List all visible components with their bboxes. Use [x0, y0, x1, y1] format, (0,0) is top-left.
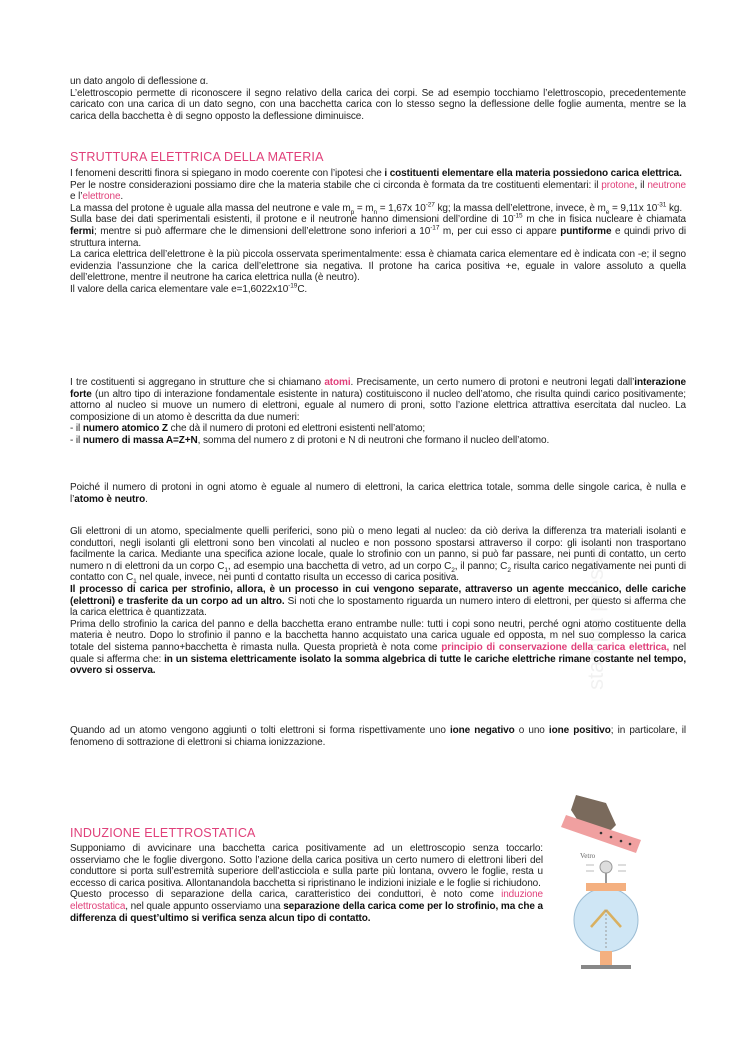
bold-text: ione negativo	[449, 725, 515, 736]
text-run: e	[605, 208, 610, 216]
paragraph	[70, 725, 686, 748]
text-run: - il	[70, 423, 83, 435]
text-run: Gli elettroni di un atomo, specialmente quelli periferici, sono più o meno legati al nucleo: da ciò deriva la differenza tra materiali isolanti e conduttori, negli isolanti gli elettroni sono ben vincolati al nucleo e non possono spostarsi attraverso il corpo: gli isolanti non trasportano facilmente la carica. Mediante una specifica azione locale, quale lo strofinio con un panno, si può far passare, nei punti di contatto, un certo numero n di elettroni da un corpo C	[70, 526, 686, 572]
text-run: p	[350, 208, 355, 216]
neutral-atom-text	[70, 482, 686, 505]
bold-text: numero atomico Z	[82, 423, 168, 435]
text-run: Supponiamo di avvicinare una bacchetta carica positivamente ad un elettroscopio senza toccarlo: osserviamo che le foglie divergono. Sotto l’azione della carica positiva un certo numero di elettroni liberi del conduttore si porta sull’estremità superiore dell’asticciola e sulla parte più lontana, ovvero le foglie, resta u eccesso di carica positiva. Allontanandola bacchetta si ripristinano le indizioni iniziale e le foglie si richiudono.	[70, 843, 543, 889]
paragraph	[70, 249, 686, 284]
paragraph	[70, 377, 686, 423]
bold-text: separazione della carica come per lo strofinio, ma che a differenza di quest’ultimo si verifica senza alcun tipo di contatto.	[70, 900, 543, 924]
figure-label: Vetro	[580, 852, 596, 860]
section-title-struttura: STRUTTURA ELETTRICA DELLA MATERIA	[70, 150, 324, 164]
bold-text: numero di massa A=Z+N	[82, 434, 198, 446]
text-run: , somma del numero z di protoni e N di neutroni che formano il nucleo dell’atomo.	[197, 434, 550, 446]
ions-text	[70, 725, 686, 748]
paragraph	[70, 843, 543, 889]
paragraph	[70, 214, 686, 249]
text-run: e l’	[70, 191, 83, 203]
text-run: ; in particolare, il fenomeno di sottrazione di elettroni si chiama ionizzazione.	[70, 725, 686, 748]
text-run: Il valore della carica elementare vale e=1,6022x10	[70, 283, 289, 295]
paragraph	[70, 435, 686, 447]
highlight-text: induzione elettrostatica	[70, 889, 543, 912]
text-run: = m	[354, 202, 374, 214]
paragraph	[70, 203, 686, 215]
paragraph	[70, 88, 686, 123]
paragraph	[70, 284, 686, 296]
section-induzione-text	[70, 843, 543, 924]
text-run: , ad esempio una bacchetta di vetro, ad un corpo C	[227, 560, 452, 572]
text-run: = 9,11x 10	[609, 202, 658, 214]
text-run: kg; la massa dell’elettrone, invece, è m	[434, 202, 606, 214]
bold-text: i costituenti elementare ella materia possiedono carica elettrica.	[384, 168, 682, 179]
section-title-induzione: INDUZIONE ELETTROSTATICA	[70, 826, 256, 840]
text-run: 2	[507, 566, 511, 574]
paragraph	[70, 168, 686, 180]
bold-text: puntiforme	[560, 225, 612, 237]
text-run: La massa del protone è uguale alla massa del neutrone e vale m	[70, 202, 351, 214]
text-run: 2	[451, 566, 455, 574]
highlight-text: atomi	[324, 377, 351, 388]
text-run: Quando ad un atomo vengono aggiunti o tolti elettroni si forma rispettivamente uno	[70, 725, 450, 736]
text-run: -19	[288, 282, 298, 290]
paragraph	[70, 423, 686, 435]
bold-text: atomo è neutro	[74, 493, 146, 505]
paragraph	[70, 76, 686, 88]
highlight-text: neutrone	[647, 179, 686, 191]
text-run: Prima dello strofinio la carica del panno e della bacchetta erano entrambe nulle: tutti i copi sono neutri, perché ogni atomo costituente della materia è neutro. Dopo lo strofinio il panno e la bacchetta hanno acquistato una carica uguale ed opposta, m nel suo complesso la carica totale del sistema panno+bacchetta è rimasta nulla. Questa proprietà è nota come	[70, 618, 686, 653]
bold-text: in un sistema elettricamente isolato la somma algebrica di tutte le cariche elettriche rimane costante nel tempo, ovvero si osserva.	[70, 653, 686, 677]
text-run: = 1,67x 10	[377, 202, 426, 214]
text-run: -31	[657, 201, 667, 209]
section-struttura-text	[70, 168, 686, 296]
text-run: o uno	[514, 725, 549, 736]
text-run: un dato angolo di deflessione α.	[70, 76, 209, 87]
highlight-text: elettrone	[82, 191, 121, 203]
text-run: Sulla base dei dati sperimentali esistenti, il protone e il neutrone hanno dimensioni dell’ordine di 10	[70, 214, 514, 226]
intro-text	[70, 76, 686, 122]
bold-text: fermi	[70, 225, 94, 237]
watermark: stampa presso	[583, 545, 608, 690]
text-run: m che in fisica nucleare è chiamata	[522, 214, 686, 226]
bold-text: interazione forte	[70, 377, 686, 400]
text-run: , il	[634, 179, 648, 191]
text-run: -17	[430, 224, 440, 232]
text-run: C.	[297, 283, 308, 295]
text-run: risulta carico negativamente nei punti di contatto con C	[70, 560, 686, 584]
text-run: n	[373, 208, 378, 216]
text-run: -27	[425, 201, 435, 209]
paragraph	[70, 180, 686, 203]
text-run: - il	[70, 434, 83, 446]
text-run: I tre costituenti si aggregano in strutture che si chiamano	[70, 377, 325, 388]
text-run: Questo processo di separazione della carica, caratteristico dei conduttori, è noto come	[70, 889, 502, 901]
text-run: La carica elettrica dell’elettrone è la più piccola osservata sperimentalmente: essa è chiamata carica elementare ed è indicata con -e; il segno evidenzia l’assunzione che la carica dell’elettrone sia negativa. Il protone ha carica positiva +e, eguale in valore assoluto a quella dell’elettrone, mentre il neutrone ha carica elettrica nulla (è neutro).	[70, 249, 686, 284]
text-run: , il panno; C	[454, 560, 508, 572]
atoms-text	[70, 377, 686, 447]
electroscope-figure	[556, 795, 656, 975]
text-run: Poiché il numero di protoni in ogni atomo è eguale al numero di elettroni, la carica elettrica totale, somma delle singole carica, è nulla e l’	[70, 482, 686, 505]
text-run: ; mentre si può affermare che le dimensioni dell’elettrone sono inferiori a 10	[93, 225, 431, 237]
text-run: .	[145, 493, 148, 505]
text-run: 1	[133, 578, 137, 586]
text-run: nel quale si afferma che:	[70, 641, 687, 665]
text-run: nel quale, invece, nei punti d contatto risulta un eccesso di carica positiva.	[136, 572, 459, 584]
text-run: L’elettroscopio permette di riconoscere il segno relativo della carica dei corpi. Se ad esempio tocchiamo l’elettroscopio, precedentemente caricato con una carica di un dato segno, con una bacchetta carica con lo stesso segno la deflessione delle foglie aumenta, mentre se la carica della bacchetta è di segno opposto la deflessione diminuisce.	[70, 87, 686, 122]
text-run: , nel quale appunto osserviamo una	[125, 900, 284, 912]
text-run: Per le nostre considerazioni possiamo dire che la materia stabile che ci circonda è formata da tre costituenti elementari: il	[70, 179, 602, 191]
text-run: Si noti che lo spostamento riguarda un numero intero di elettroni, per questo si afferma che la carica elettrica è quantizzata.	[70, 595, 687, 619]
text-run: (un altro tipo di interazione fondamentale esistente in natura) costituiscono il nucleo dell’atomo, che risulta quindi carico positivamente; attorno al nucleo si muove un numero di elettroni, eguale al numero di proni, sotto l’azione elettrica attrattiva esercitata dal nucleo. La composizione di un atomo è descritta da due numeri:	[70, 388, 686, 423]
text-run: I fenomeni descritti finora si spiegano in modo coerente con l’ipotesi che	[70, 168, 385, 179]
paragraph	[70, 889, 543, 924]
text-run: 1	[224, 566, 228, 574]
bold-text: Il processo di carica per strofinio, allora, è un processo in cui vengono separate, attraverso un agente meccanico, delle cariche (elettroni) e trasferite da un corpo ad un altro.	[70, 583, 686, 607]
paragraph	[70, 482, 686, 505]
text-run: .	[120, 191, 124, 203]
text-run: . Precisamente, un certo numero di protoni e neutroni legati dall’	[350, 377, 635, 388]
bold-text: ione positivo	[548, 725, 611, 736]
text-run: -15	[513, 213, 523, 221]
text-run: che dà il numero di protoni ed elettroni esistenti nell’atomo;	[167, 423, 426, 435]
highlight-text: protone	[601, 179, 635, 191]
text-run: m, per cui esso ci appare	[439, 225, 561, 237]
text-run: kg.	[666, 202, 683, 214]
text-run: e quindi privo di struttura interna.	[70, 225, 687, 249]
highlight-text: principio di conservazione della carica elettrica,	[441, 641, 670, 653]
